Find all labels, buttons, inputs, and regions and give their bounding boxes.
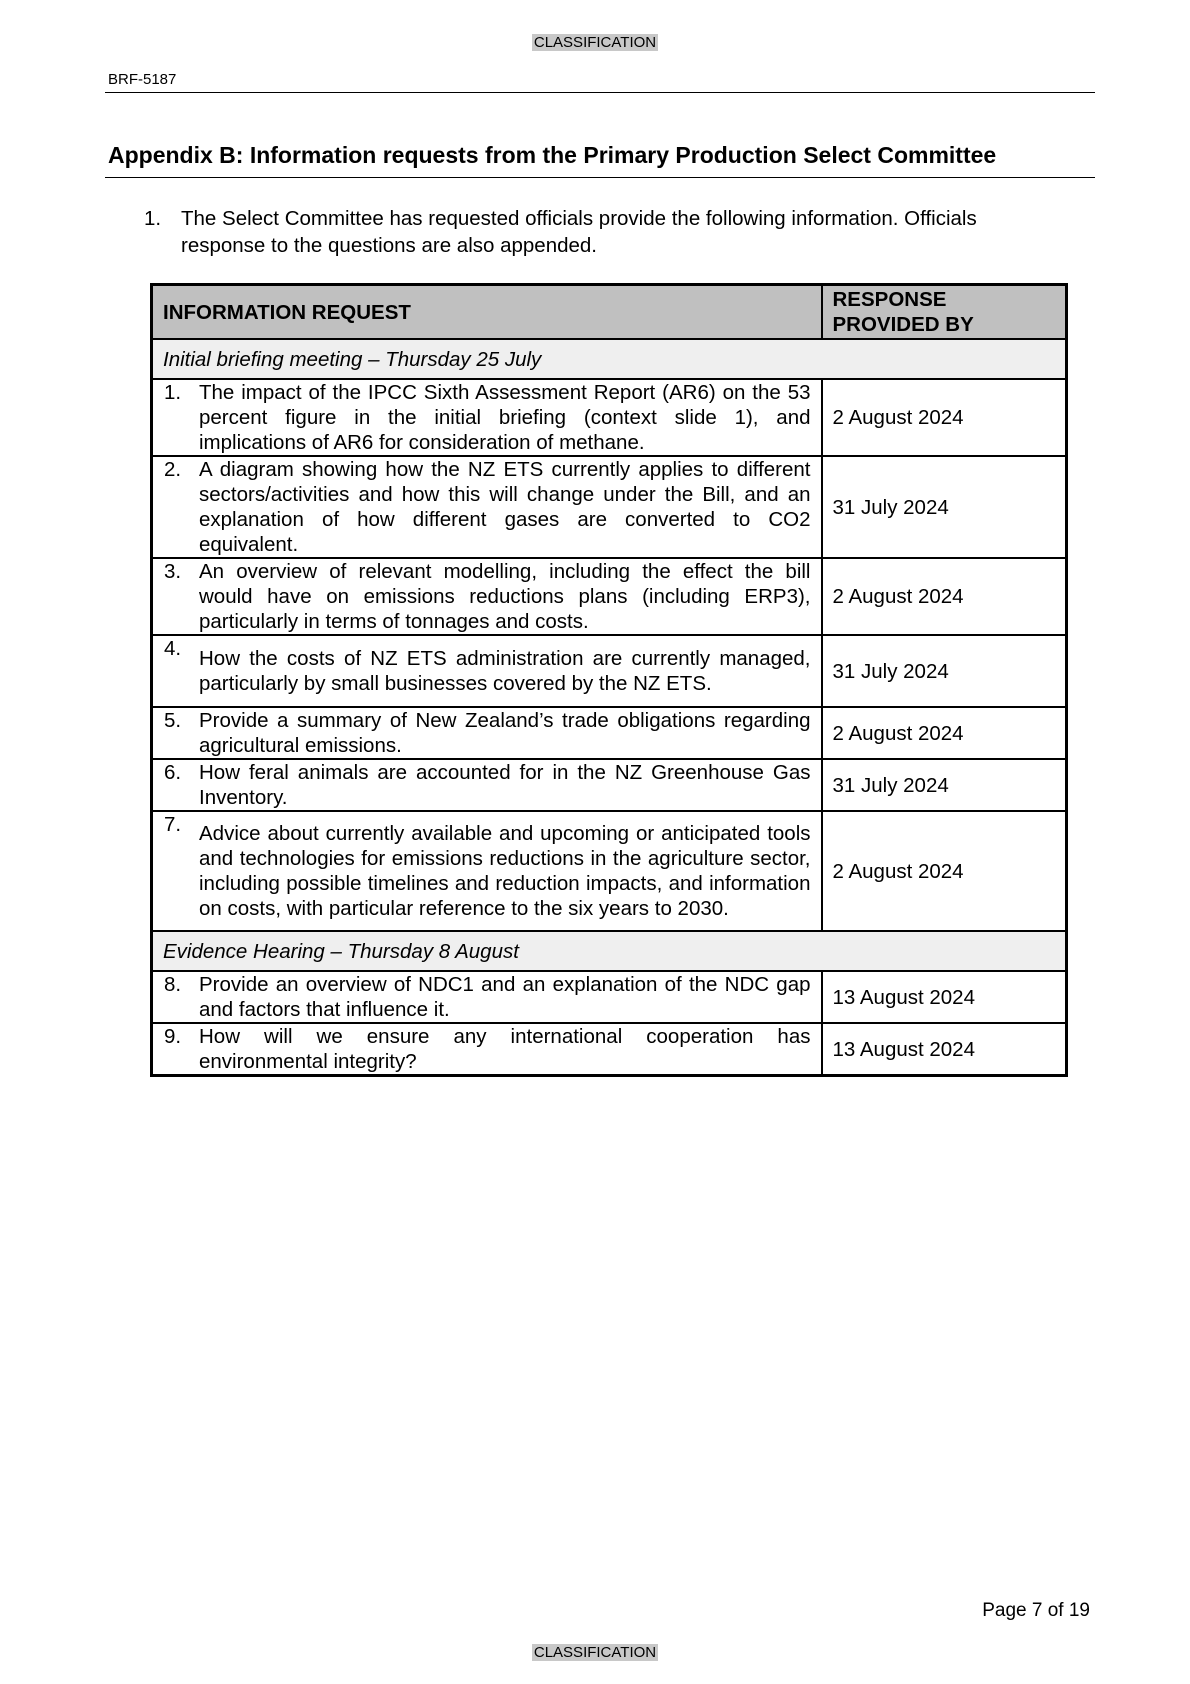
request-cell (152, 635, 822, 707)
intro-text: The Select Committee has requested officials provide the following information. Officials response to the questions are also appended. (181, 207, 977, 257)
classification-marking-bottom (0, 1643, 1190, 1663)
section-title: Initial briefing meeting – Thursday 25 July (152, 339, 1067, 379)
request-number: 1. (164, 381, 182, 404)
request-number: 6. (164, 761, 182, 784)
request-text: Advice about currently available and upcoming or anticipated tools and technologies for emissions reductions in the agriculture sector, including possible timelines and reduction impacts, and information on costs, with particular reference to the six years to 2030. (199, 822, 811, 920)
classification-label: CLASSIFICATION (533, 1644, 657, 1661)
table-row (152, 971, 1067, 1023)
table-row (152, 707, 1067, 759)
section-title: Evidence Hearing – Thursday 8 August (152, 931, 1067, 971)
table-row (152, 811, 1067, 931)
request-text: A diagram showing how the NZ ETS currently applies to different sectors/activities and how this will change under the Bill, and an explanation of how different gases are converted to CO2 equivalent. (199, 458, 811, 556)
table-header-row (152, 285, 1067, 340)
intro-paragraph (144, 205, 1049, 259)
request-cell (152, 759, 822, 811)
table-row (152, 379, 1067, 456)
table-row (152, 1023, 1067, 1076)
document-reference: BRF-5187 (108, 71, 177, 88)
classification-marking-top (0, 33, 1190, 53)
request-text: The impact of the IPCC Sixth Assessment Report (AR6) on the 53 percent figure in the initial briefing (context slide 1), and implications of AR6 for consideration of methane. (199, 381, 811, 454)
request-cell (152, 558, 822, 635)
response-date: 13 August 2024 (822, 971, 1067, 1023)
request-cell (152, 456, 822, 558)
table-row (152, 635, 1067, 707)
table-row (152, 558, 1067, 635)
information-request-table (150, 283, 1068, 1077)
request-text: How will we ensure any international cooperation has environmental integrity? (199, 1025, 811, 1073)
response-date: 2 August 2024 (822, 558, 1067, 635)
response-date: 31 July 2024 (822, 759, 1067, 811)
request-text: An overview of relevant modelling, including the effect the bill would have on emissions reductions plans (including ERP3), particularly in terms of tonnages and costs. (199, 560, 811, 633)
request-text: How the costs of NZ ETS administration are currently managed, particularly by small businesses covered by the NZ ETS. (199, 647, 811, 695)
response-date: 2 August 2024 (822, 379, 1067, 456)
response-date: 2 August 2024 (822, 707, 1067, 759)
request-cell (152, 379, 822, 456)
response-date: 13 August 2024 (822, 1023, 1067, 1076)
request-cell (152, 707, 822, 759)
section-row (152, 339, 1067, 379)
table-row (152, 759, 1067, 811)
section-row (152, 931, 1067, 971)
header-response-provided-by: RESPONSE PROVIDED BY (822, 285, 1067, 340)
header-information-request: INFORMATION REQUEST (152, 285, 822, 340)
request-number: 5. (164, 709, 182, 732)
request-number: 9. (164, 1025, 182, 1048)
classification-label: CLASSIFICATION (533, 34, 657, 51)
request-number: 3. (164, 560, 182, 583)
request-cell (152, 971, 822, 1023)
request-number: 8. (164, 973, 182, 996)
request-text: Provide a summary of New Zealand’s trade obligations regarding agricultural emissions. (199, 709, 811, 757)
table-row (152, 456, 1067, 558)
page-number: Page 7 of 19 (982, 1600, 1090, 1621)
intro-number: 1. (144, 207, 162, 230)
header-divider (105, 92, 1095, 93)
request-number: 7. (164, 813, 182, 836)
response-date: 31 July 2024 (822, 635, 1067, 707)
response-date: 31 July 2024 (822, 456, 1067, 558)
request-text: Provide an overview of NDC1 and an explanation of the NDC gap and factors that influence it. (199, 973, 811, 1021)
request-cell (152, 1023, 822, 1076)
request-text: How feral animals are accounted for in the NZ Greenhouse Gas Inventory. (199, 761, 811, 809)
request-cell (152, 811, 822, 931)
appendix-title: Appendix B: Information requests from the Primary Production Select Committee (108, 142, 997, 168)
title-divider (105, 177, 1095, 178)
request-number: 4. (164, 637, 182, 660)
request-number: 2. (164, 458, 182, 481)
response-date: 2 August 2024 (822, 811, 1067, 931)
